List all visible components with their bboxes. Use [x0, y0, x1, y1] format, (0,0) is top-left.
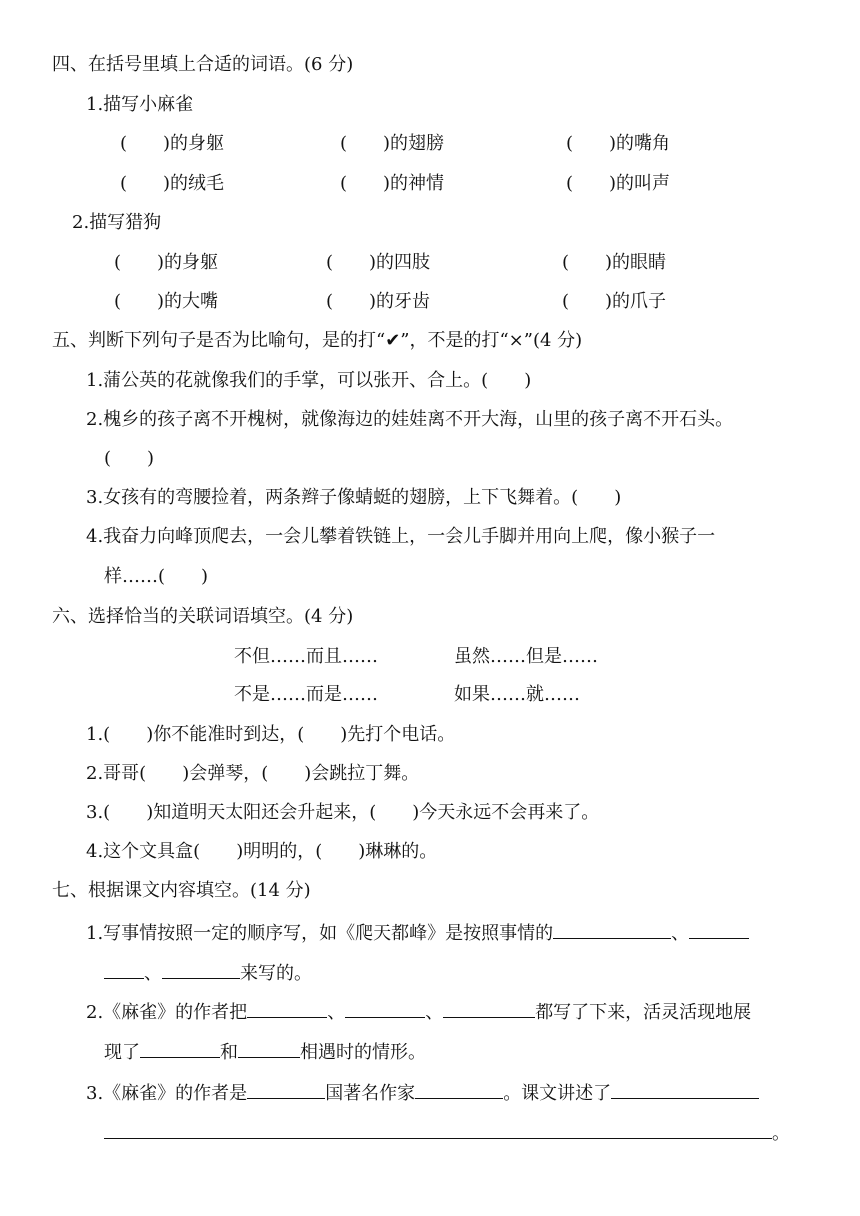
q2-row2-item-2: ( )的牙齿	[326, 291, 431, 312]
section5-item-4-cont: 样……( )	[104, 566, 209, 587]
section6-item-3: 3.( )知道明天太阳还会升起来，( )今天永远不会再来了。	[86, 802, 600, 823]
answer-blank[interactable]	[611, 1078, 759, 1099]
section7-q3-text: 国著名作家	[325, 1083, 416, 1104]
section5-item-2: 2.槐乡的孩子离不开槐树，就像海边的娃娃离不开大海，山里的孩子离不开石头。	[86, 409, 734, 430]
section6-item-1: 1.( )你不能准时到达，( )先打个电话。	[86, 724, 456, 745]
q1-row1-item-3: ( )的嘴角	[566, 133, 671, 154]
section7-q3-line1	[86, 1078, 759, 1107]
q2-row1-item-3: ( )的眼睛	[562, 252, 667, 273]
answer-blank[interactable]	[104, 1118, 772, 1139]
answer-blank[interactable]	[415, 1078, 503, 1099]
section4-q1-label: 1.描写小麻雀	[86, 94, 194, 115]
answer-blank[interactable]	[443, 997, 535, 1018]
section5-item-2-bracket: ( )	[104, 448, 155, 469]
section7-q3-text: 。课文讲述了	[503, 1083, 612, 1104]
answer-blank[interactable]	[104, 958, 144, 979]
section7-title: 七、根据课文内容填空。(14 分)	[52, 880, 311, 901]
answer-blank[interactable]	[140, 1037, 220, 1058]
section7-q2-text: 和	[220, 1042, 238, 1063]
section7-q2-text: 相遇时的情形。	[300, 1042, 426, 1063]
section4-title: 四、在括号里填上合适的词语。(6 分)	[52, 54, 354, 75]
section6-item-2: 2.哥哥( )会弹琴，( )会跳拉丁舞。	[86, 763, 420, 784]
section5-item-1: 1.蒲公英的花就像我们的手掌，可以张开、合上。( )	[86, 370, 532, 391]
separator: 、	[425, 1002, 444, 1023]
q1-row1-item-1: ( )的身躯	[120, 133, 225, 154]
section7-q1-text: 1.写事情按照一定的顺序写，如《爬天都峰》是按照事情的	[86, 923, 554, 944]
q1-row2-item-2: ( )的神情	[340, 173, 445, 194]
separator: 、	[327, 1002, 346, 1023]
q1-row2-item-1: ( )的绒毛	[120, 173, 225, 194]
q2-row1-item-2: ( )的四肢	[326, 252, 431, 273]
answer-blank[interactable]	[345, 997, 425, 1018]
answer-blank[interactable]	[689, 918, 749, 939]
section7-q2-text: 都写了下来，活灵活现地展	[535, 1002, 752, 1023]
q2-row1-item-1: ( )的身躯	[114, 252, 219, 273]
answer-blank[interactable]	[238, 1037, 300, 1058]
q1-row1-item-2: ( )的翅膀	[340, 133, 445, 154]
section7-q1-line1	[86, 918, 749, 947]
q2-row2-item-3: ( )的爪子	[562, 291, 667, 312]
conjunction-option: 虽然……但是……	[454, 646, 598, 667]
section6-item-4: 4.这个文具盒( )明明的，( )琳琳的。	[86, 841, 438, 862]
section7-q1-end: 来写的。	[240, 963, 312, 984]
answer-blank[interactable]	[247, 1078, 325, 1099]
answer-blank[interactable]	[162, 958, 240, 979]
section7-q3-text: 3.《麻雀》的作者是	[86, 1083, 248, 1104]
q2-row2-item-1: ( )的大嘴	[114, 291, 219, 312]
q1-row2-item-3: ( )的叫声	[566, 173, 671, 194]
section4-q2-label: 2.描写猎狗	[72, 212, 162, 233]
section7-q2-line2	[104, 1037, 426, 1066]
section7-q1-line2	[104, 958, 312, 987]
section5-item-3: 3.女孩有的弯腰捡着，两条辫子像蜻蜓的翅膀，上下飞舞着。( )	[86, 487, 622, 508]
section7-q2-text: 现了	[104, 1042, 140, 1063]
section5-title: 五、判断下列句子是否为比喻句，是的打“✔”，不是的打“×”(4 分)	[52, 330, 583, 351]
section6-title: 六、选择恰当的关联词语填空。(4 分)	[52, 606, 354, 627]
answer-blank[interactable]	[247, 997, 327, 1018]
section7-q2-line1	[86, 997, 751, 1026]
separator: 、	[671, 923, 690, 944]
section5-item-4: 4.我奋力向峰顶爬去，一会儿攀着铁链上，一会儿手脚并用向上爬，像小猴子一	[86, 526, 716, 547]
separator: 、	[144, 963, 162, 984]
section7-q2-text: 2.《麻雀》的作者把	[86, 1002, 248, 1023]
section7-q3-line2	[104, 1118, 790, 1147]
answer-blank[interactable]	[553, 918, 671, 939]
conjunction-option: 不但……而且……	[234, 646, 378, 667]
conjunction-option: 如果……就……	[454, 684, 580, 705]
period: 。	[772, 1123, 790, 1144]
conjunction-option: 不是……而是……	[234, 684, 378, 705]
